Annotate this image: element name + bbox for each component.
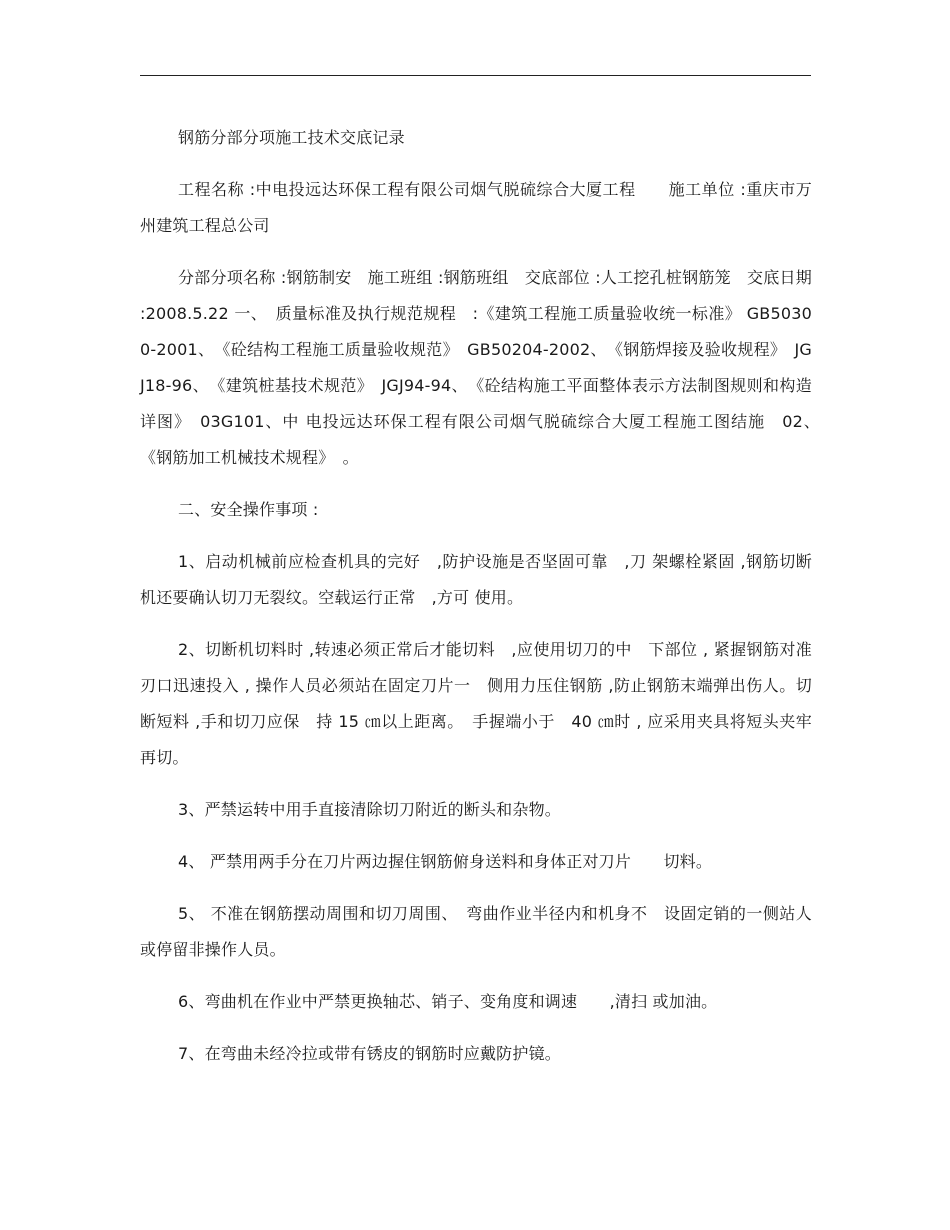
project-info-paragraph: 工程名称 :中电投远达环保工程有限公司烟气脱硫综合大厦工程 施工单位 :重庆市万州建筑工程总公司 xyxy=(140,180,812,235)
safety-item-7: 7、在弯曲未经冷拉或带有锈皮的钢筋时应戴防护镜。 xyxy=(178,1044,561,1063)
document-body xyxy=(140,120,829,1088)
quality-standards-paragraph: 分部分项名称 :钢筋制安 施工班组 :钢筋班组 交底部位 :人工挖孔桩钢筋笼 交底日期 :2008.5.22 一、 质量标准及执行规范规程 :《建筑工程施工质量验收统一标准》 GB50300-2001、 《砼结构工程施工质量验收规范》 GB50204-2002、 《钢筋焊接及验收规程》 JGJ18-96、 《建筑桩基技术规范》 JGJ94-94、 《砼结构施工平面整体表示方法制图规则和构造详图》 03G101、中 电投远达环保工程有限公司烟气脱硫综合大厦工程施工图结施 02、 《钢筋加工机械技术规程》 。 xyxy=(140,268,829,467)
safety-item-4: 4、 严禁用两手分在刀片两边握住钢筋俯身送料和身体正对刀片 切料。 xyxy=(178,852,713,871)
header-rule xyxy=(140,75,811,76)
safety-item-5: 5、 不准在钢筋摆动周围和切刀周围、 弯曲作业半径内和机身不 设固定销的一侧站人或停留非操作人员。 xyxy=(140,904,812,959)
document-title: 钢筋分部分项施工技术交底记录 xyxy=(178,128,405,147)
safety-item-6: 6、弯曲机在作业中严禁更换轴芯、销子、变角度和调速 ,清扫 或加油。 xyxy=(178,992,718,1011)
safety-item-1: 1、启动机械前应检查机具的完好 ,防护设施是否坚固可靠 ,刀 架螺栓紧固 ,钢筋切断机还要确认切刀无裂纹。空载运行正常 ,方可 使用。 xyxy=(140,552,812,607)
safety-heading: 二、安全操作事项 : xyxy=(178,500,319,519)
safety-item-3: 3、严禁运转中用手直接清除切刀附近的断头和杂物。 xyxy=(178,800,561,819)
safety-item-2: 2、切断机切料时 ,转速必须正常后才能切料 ,应使用切刀的中 下部位 , 紧握钢筋对准刃口迅速投入 , 操作人员必须站在固定刀片一 侧用力压住钢筋 ,防止钢筋末端弹出伤人。切断短料 ,手和切刀应保 持 15 ㎝以上距离。 手握端小于 40 ㎝时 , 应采用夹具将短头夹牢再切。 xyxy=(140,640,812,767)
